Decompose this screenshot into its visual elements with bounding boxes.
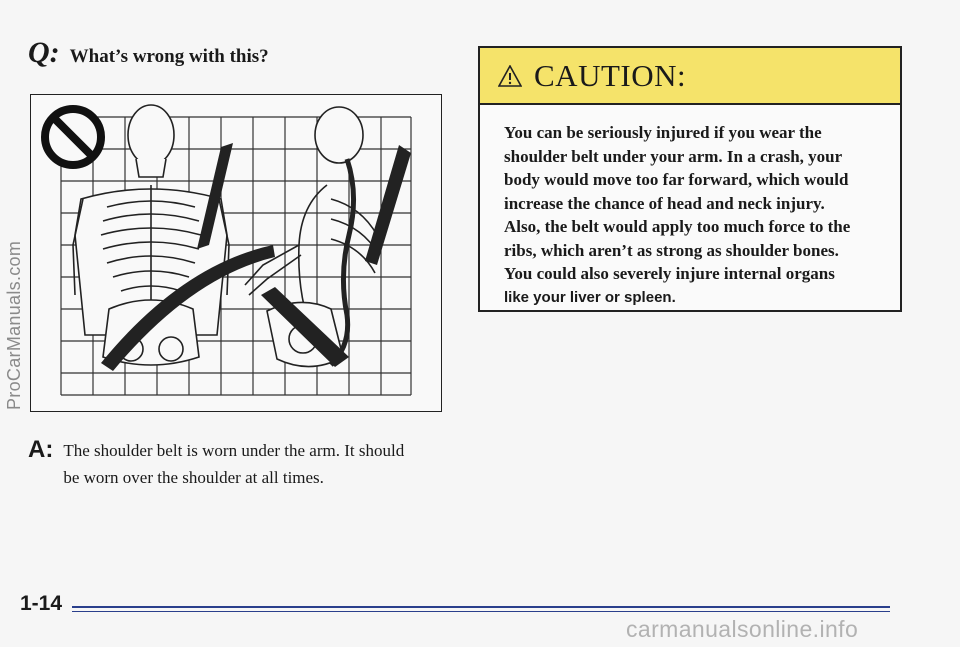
page-number: 1-14 xyxy=(20,592,63,615)
prohibition-icon xyxy=(45,109,101,165)
caution-line: You could also severely injure internal organs xyxy=(504,264,835,283)
caution-header xyxy=(480,48,900,105)
caution-box xyxy=(478,46,902,312)
caution-line: like your liver or spleen. xyxy=(504,288,676,306)
question-text: What’s wrong with this? xyxy=(69,46,269,67)
question-row xyxy=(28,36,269,70)
answer-line: be worn over the shoulder at all times. xyxy=(63,468,324,487)
caution-line: You can be seriously injured if you wear the xyxy=(504,123,822,142)
caution-line: body would move too far forward, which would xyxy=(504,170,849,189)
footer-rule xyxy=(72,606,890,608)
question-marker: Q: xyxy=(28,36,60,69)
illustration-svg xyxy=(31,95,441,411)
answer-text xyxy=(63,437,443,491)
footer-rule-thin xyxy=(72,611,890,612)
answer-line: The shoulder belt is worn under the arm. It should xyxy=(63,441,405,460)
caution-line: shoulder belt under your arm. In a crash, your xyxy=(504,146,843,166)
caution-line: ribs, which aren’t as strong as shoulder bones. xyxy=(504,240,839,260)
caution-body xyxy=(480,105,900,309)
warning-triangle-icon xyxy=(498,65,522,87)
side-watermark: ProCarManuals.com xyxy=(4,240,24,410)
answer-row xyxy=(28,437,443,491)
footer-watermark: carmanualsonline.info xyxy=(626,616,859,642)
caution-title: CAUTION: xyxy=(534,57,687,93)
caution-line: increase the chance of head and neck injury. xyxy=(504,193,825,213)
caution-line: Also, the belt would apply too much force to the xyxy=(504,217,851,236)
answer-marker: A: xyxy=(28,436,54,463)
seatbelt-illustration xyxy=(30,94,442,412)
